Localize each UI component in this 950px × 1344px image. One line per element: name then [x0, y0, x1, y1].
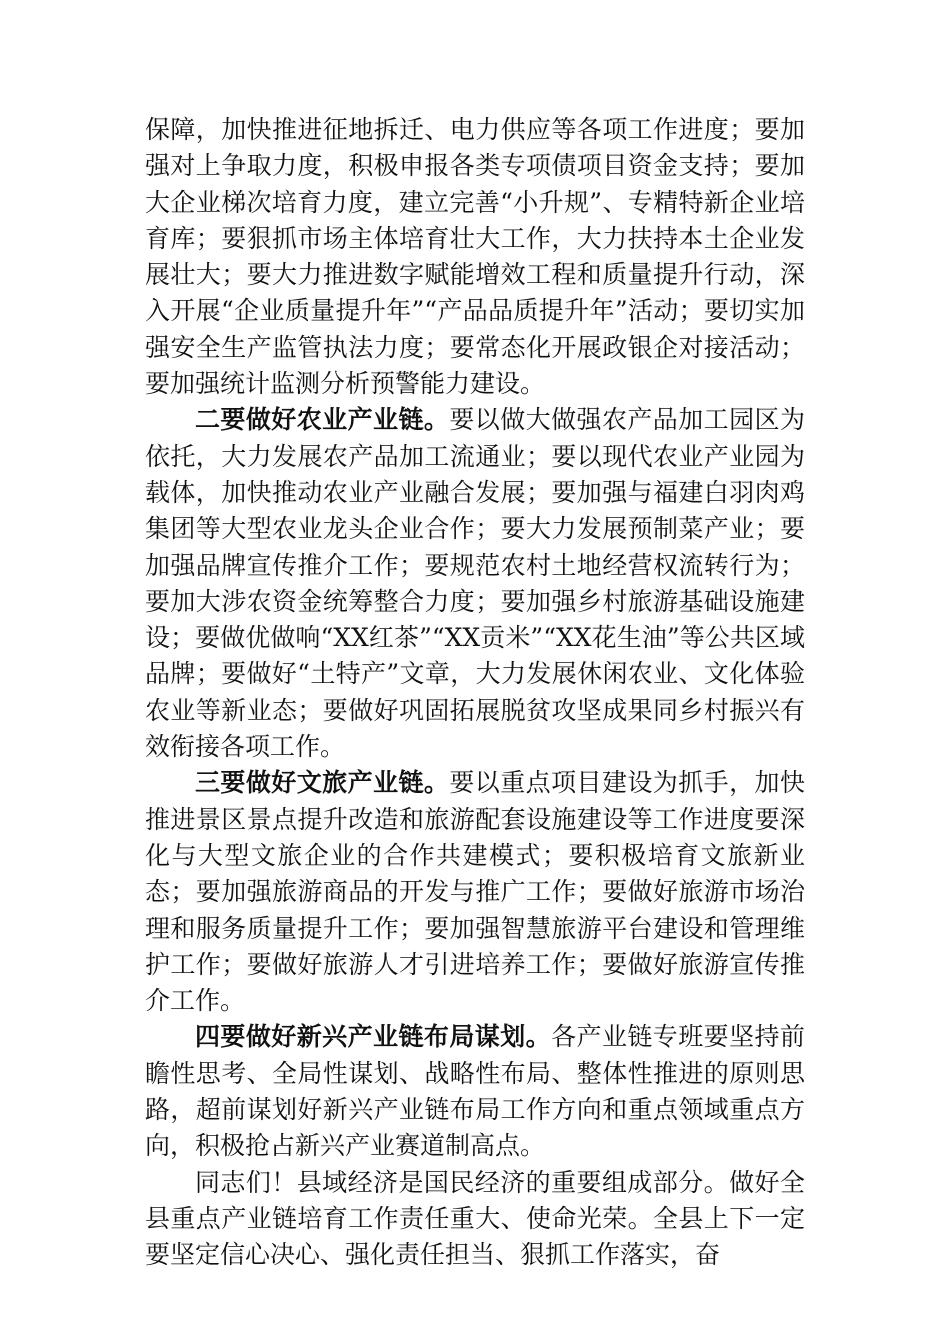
- paragraph-body: 同志们！县域经济是国民经济的重要组成部分。做好全县重点产业链培育工作责任重大、使命光荣。全县上下一定要坚定信心决心、强化责任担当、狠抓工作落实，奋: [145, 1167, 805, 1270]
- paragraph-culture-tourism-chain: [145, 765, 805, 1019]
- paragraph-emerging-industry-chain: [145, 1019, 805, 1164]
- paragraph-body: 各产业链专班要坚持前瞻性思考、全局性谋划、战略性布局、整体性推进的原则思路，超前谋划好新兴产业链布局工作方向和重点领域重点方向，积极抢占新兴产业赛道制高点。: [145, 1022, 805, 1161]
- paragraph-heading: 三要做好文旅产业链。: [195, 768, 450, 798]
- paragraph-agriculture-chain: [145, 402, 805, 765]
- paragraph-heading: 二要做好农业产业链。: [195, 405, 450, 435]
- paragraph-body: 要以重点项目建设为抓手，加快推进景区景点提升改造和旅游配套设施建设等工作进度要深化与大型文旅企业的合作共建模式；要积极培育文旅新业态；要加强旅游商品的开发与推广工作；要做好旅游市场治理和服务质量提升工作；要加强智慧旅游平台建设和管理维护工作；要做好旅游人才引进培养工作；要做好旅游宣传推介工作。: [145, 768, 805, 1016]
- paragraph-closing: [145, 1165, 805, 1274]
- paragraph-heading: 四要做好新兴产业链布局谋划。: [195, 1022, 552, 1052]
- paragraph-body: 保障，加快推进征地拆迁、电力供应等各项工作进度；要加强对上争取力度，积极申报各类专项债项目资金支持；要加大企业梯次培育力度，建立完善“小升规”、专精特新企业培育库；要狠抓市场主体培育壮大工作，大力扶持本土企业发展壮大；要大力推进数字赋能增效工程和质量提升行动，深入开展“企业质量提升年”“产品品质提升年”活动；要切实加强安全生产监管执法力度；要常态化开展政银企对接活动；要加强统计监测分析预警能力建设。: [145, 115, 805, 399]
- paragraph-continued: [145, 112, 805, 402]
- document-body: [145, 112, 805, 1274]
- paragraph-body: 要以做大做强农产品加工园区为依托，大力发展农产品加工流通业；要以现代农业产业园为载体，加快推动农业产业融合发展；要加强与福建白羽肉鸡集团等大型农业龙头企业合作；要大力发展预制菜产业；要加强品牌宣传推介工作；要规范农村土地经营权流转行为；要加大涉农资金统筹整合力度；要加强乡村旅游基础设施建设；要做优做响“XX红茶”“XX贡米”“XX花生油”等公共区域品牌；要做好“土特产”文章，大力发展休闲农业、文化体验农业等新业态；要做好巩固拓展脱贫攻坚成果同乡村振兴有效衔接各项工作。: [145, 405, 805, 762]
